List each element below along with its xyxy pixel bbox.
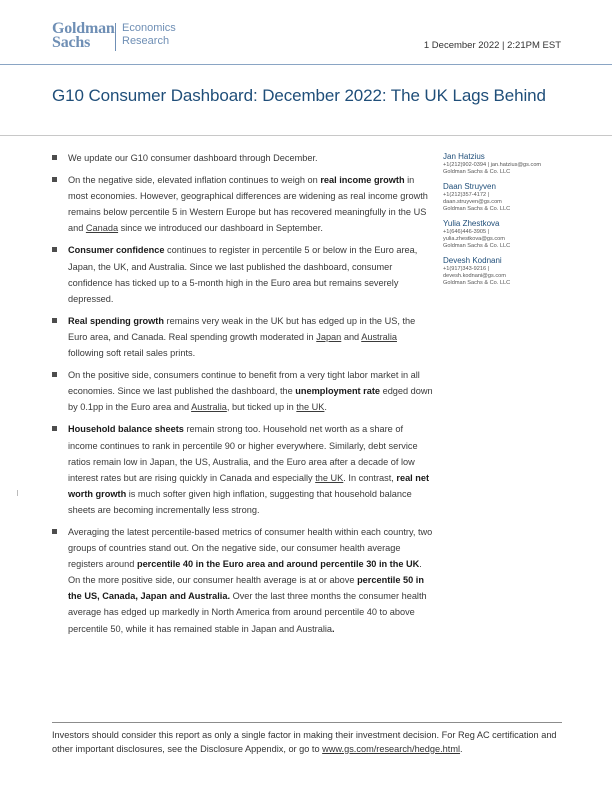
bold-phrase: Consumer confidence xyxy=(68,245,165,256)
bullet-item xyxy=(52,313,434,361)
bullet-text: On the positive side, consumers continue to benefit from a very tight labor market in all economies. Since we last published the dashboard, the xyxy=(68,370,420,397)
bullet-text: , but ticked up in xyxy=(226,402,297,413)
bullet-text: since we introduced our dashboard in September. xyxy=(118,223,323,234)
author-firm: Goldman Sachs & Co. LLC xyxy=(443,206,511,212)
link-the-uk[interactable]: the UK xyxy=(296,402,325,413)
author-phone: +1(212)357-4172 | xyxy=(443,192,490,198)
logo-subtitle-line-2: Research xyxy=(122,35,170,47)
bullet-text: continues to register in percentile 5 or below in the Euro area, Japan, the UK, and Australia. Since we last published the dashboard, consumer confidence has ticked up to a 5-month high in the Euro area but remains severely depressed. xyxy=(68,245,418,304)
bullet-square-icon xyxy=(52,529,57,534)
header-rule xyxy=(0,64,612,65)
report-date: 1 December 2022 | 2:21PM EST xyxy=(423,40,561,51)
bullet-text: in most economies. However, geographical differences are widening as real income growth remains below percentile 5 in Western Europe but has recovered meaningfully in the US and xyxy=(68,175,428,234)
bullet-item xyxy=(52,524,434,637)
author-firm: Goldman Sachs & Co. LLC xyxy=(443,280,511,286)
key-points-list xyxy=(52,150,434,643)
bold-phrase: real net worth growth xyxy=(68,472,430,499)
bullet-text: Over the last three months the consumer health average has edged up markedly in North America from around percentile 40 to above percentile 50, while it has remained stable in Japan and Australia xyxy=(68,591,427,634)
bold-phrase: unemployment rate xyxy=(295,386,381,397)
bullet-square-icon xyxy=(52,247,57,252)
author-card xyxy=(443,256,563,287)
bullet-item xyxy=(52,367,434,415)
margin-mark xyxy=(17,490,18,496)
logo-subtitle xyxy=(122,22,176,48)
footer-rule xyxy=(52,722,562,723)
author-contact[interactable]: +1(212)902-0394 | jan.hatzius@gs.com xyxy=(443,162,542,168)
bullet-text: . On the more positive side, our consumer health average is at or above xyxy=(68,559,422,586)
author-name: Daan Struyven xyxy=(443,182,496,191)
logo-divider xyxy=(115,23,116,51)
bullet-item xyxy=(52,421,434,518)
bullet-item xyxy=(52,150,434,166)
footer-text: Investors should consider this report as only a single factor in making their investment decision. For Reg AC certification and other important disclosures, see the Disclosure Appendix, or go to xyxy=(52,730,557,754)
author-phone: +1(646)446-3905 | xyxy=(443,229,490,235)
title-rule xyxy=(0,135,612,136)
bullet-text: . xyxy=(324,402,327,413)
bullet-text: We update our G10 consumer dashboard through December. xyxy=(68,153,318,163)
footer-end: . xyxy=(460,743,463,754)
logo-line-2: Sachs xyxy=(52,34,91,51)
goldman-sachs-logo xyxy=(52,20,176,51)
bold-phrase: Household balance sheets xyxy=(68,424,184,435)
author-name: Yulia Zhestkova xyxy=(443,219,500,228)
link-canada[interactable]: Canada xyxy=(85,223,119,234)
link-australia[interactable]: Australia xyxy=(361,331,397,342)
disclosure-link[interactable]: www.gs.com/research/hedge.html xyxy=(322,743,461,754)
bold-phrase: percentile 40 in the Euro area and around percentile 30 in the UK xyxy=(136,559,420,570)
bullet-square-icon xyxy=(52,177,57,182)
logo-line-1: Goldman xyxy=(52,20,115,37)
author-name: Jan Hatzius xyxy=(443,152,485,161)
bullet-text: edged down by 0.1pp in the Euro area and xyxy=(68,386,433,413)
logo-subtitle-line-1: Economics xyxy=(122,22,176,34)
bullet-text: and xyxy=(341,331,362,342)
author-email[interactable]: devesh.kodnani@gs.com xyxy=(443,273,506,279)
authors-sidebar xyxy=(443,152,563,293)
bullet-text: remain strong too. Household net worth as a share of income continues to rank in percentile 90 or higher everywhere. Similarly, debt service ratios remain low in Japan, the US, Australia, and the Euro area after a decade of low interest rates but are rising quickly in Canada and especially xyxy=(68,424,418,483)
bullet-text: On the negative side, elevated inflation continues to weigh on xyxy=(68,175,321,186)
author-card xyxy=(443,219,563,250)
bold-phrase: Real spending growth xyxy=(68,315,164,326)
author-card xyxy=(443,182,563,213)
disclosure-footer xyxy=(52,729,562,756)
bullet-item xyxy=(52,242,434,306)
bullet-text: Averaging the latest percentile-based metrics of consumer health within each country, two groups of countries stand out. On the negative side, our consumer health average registers around xyxy=(68,526,433,570)
author-phone: +1(917)343-9216 | xyxy=(443,266,490,272)
bold-period: . xyxy=(332,623,335,634)
bullet-square-icon xyxy=(52,372,57,377)
bullet-item xyxy=(52,172,434,236)
author-email[interactable]: yulia.zhestkova@gs.com xyxy=(443,236,505,242)
bullet-square-icon xyxy=(52,318,57,323)
bullet-square-icon xyxy=(52,155,57,160)
author-email[interactable]: daan.struyven@gs.com xyxy=(443,199,502,205)
page-title: G10 Consumer Dashboard: December 2022: The UK Lags Behind xyxy=(52,86,546,105)
link-australia[interactable]: Australia xyxy=(191,402,227,413)
bullet-text: . In contrast, xyxy=(343,472,397,483)
author-firm: Goldman Sachs & Co. LLC xyxy=(443,243,511,249)
author-firm: Goldman Sachs & Co. LLC xyxy=(443,169,511,175)
author-name: Devesh Kodnani xyxy=(443,256,502,265)
bullet-text: is much softer given high inflation, suggesting that household balance sheets are becoming incrementally less strong. xyxy=(68,488,412,515)
bullet-text: remains very weak in the UK but has edged up in the US, the Euro area, and Canada. Real spending growth moderated in xyxy=(68,315,416,342)
bold-phrase: percentile 50 in the US, Canada, Japan and Australia. xyxy=(68,575,424,602)
bullet-square-icon xyxy=(52,426,57,431)
link-japan[interactable]: Japan xyxy=(316,331,342,342)
bullet-text: following soft retail sales prints. xyxy=(68,348,196,359)
author-card xyxy=(443,152,563,176)
bold-phrase: real income growth xyxy=(320,175,405,186)
link-the-uk[interactable]: the UK xyxy=(315,472,344,483)
